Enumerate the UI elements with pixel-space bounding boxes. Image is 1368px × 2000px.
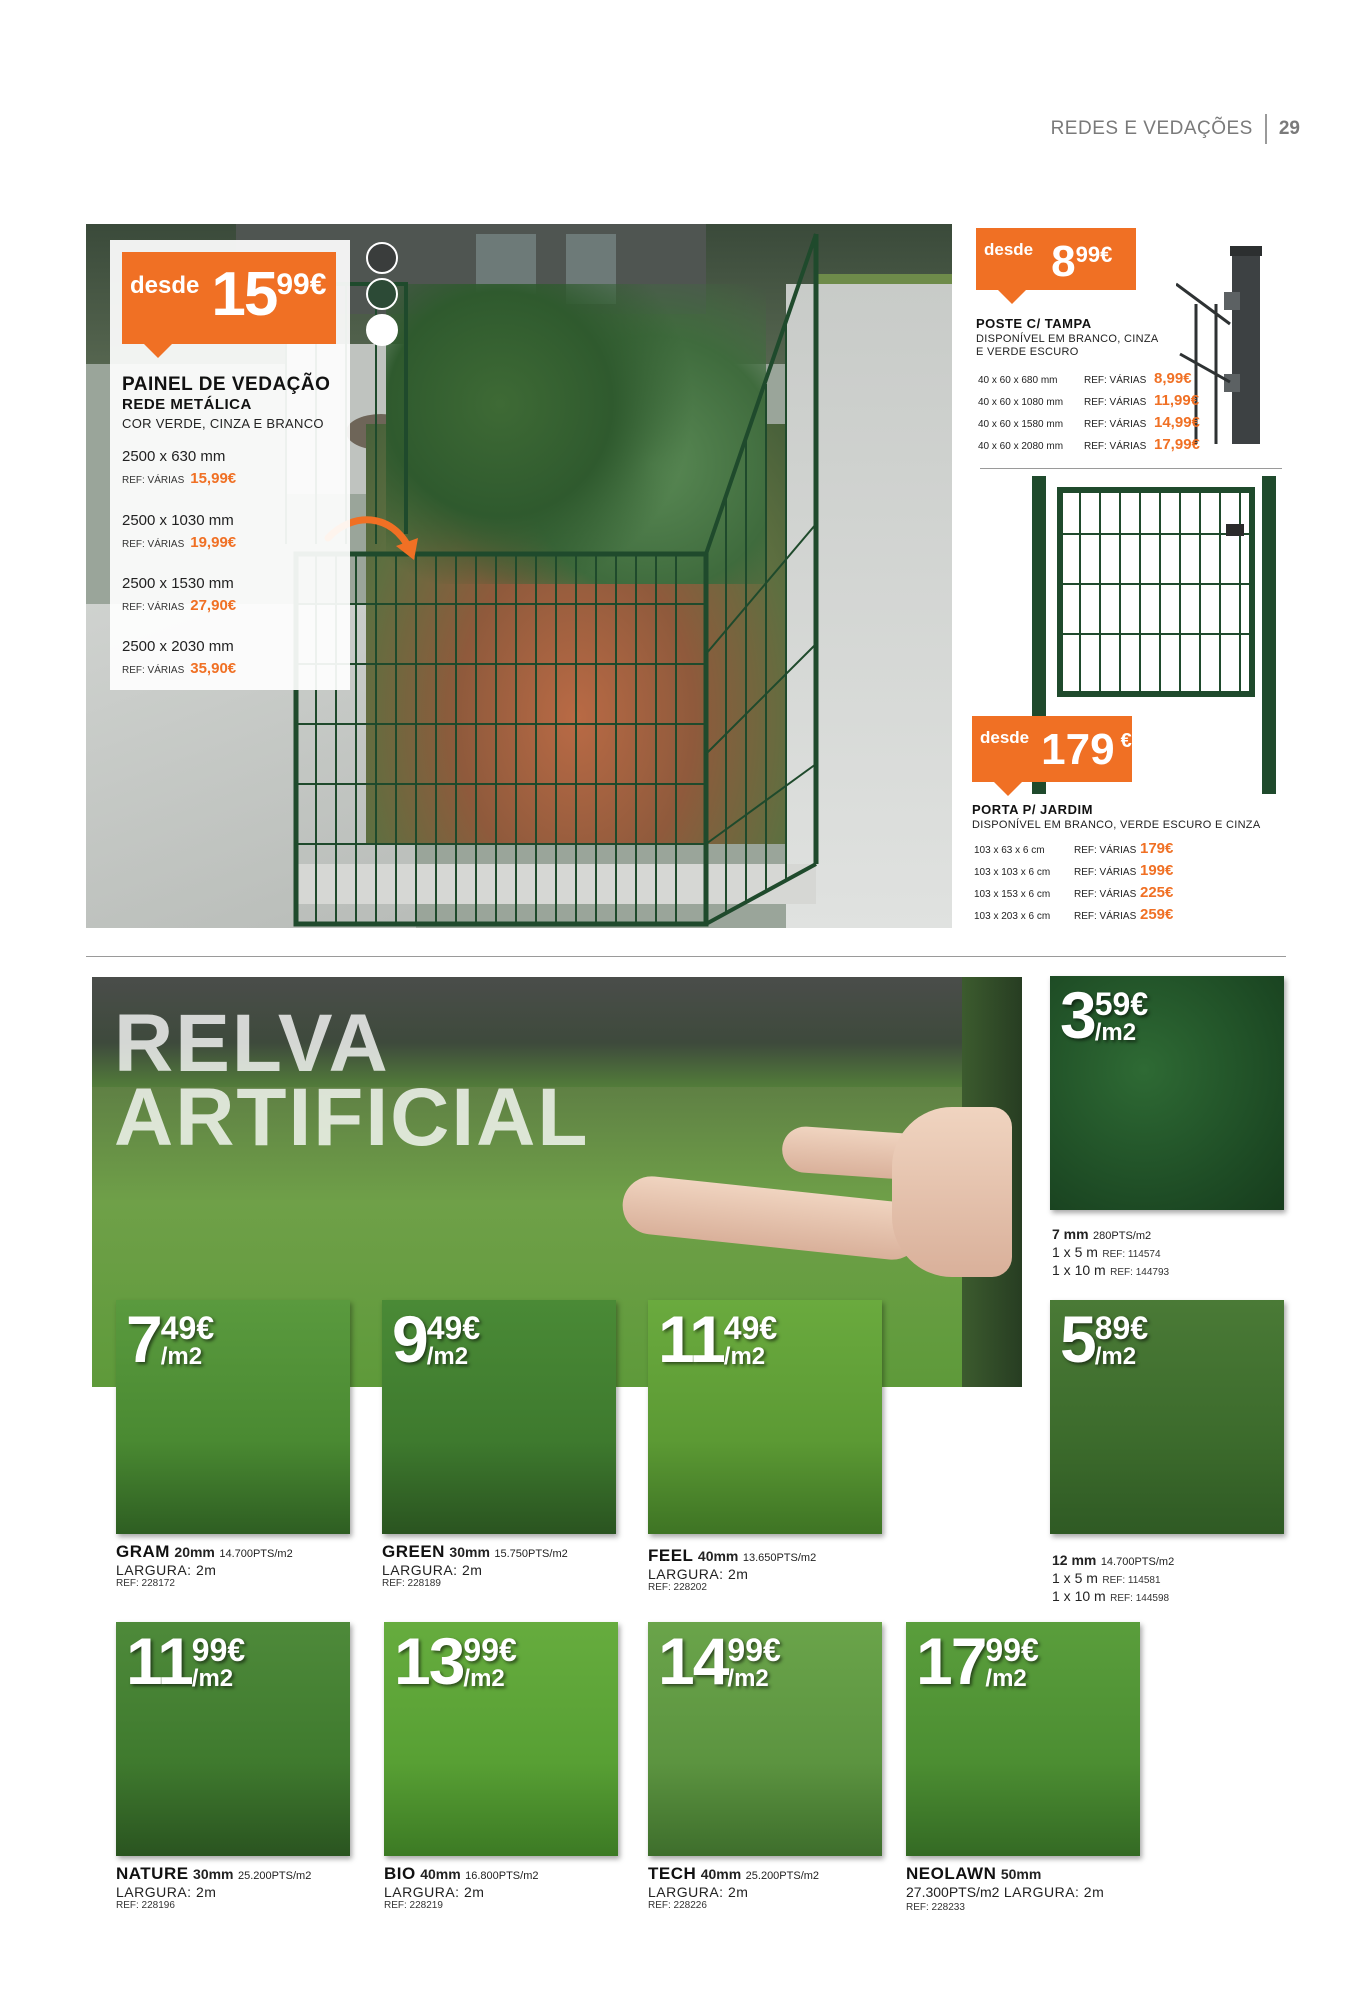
page-header [1051,114,1300,144]
grass-info-12mm: 12 mm 14.700PTS/m2 1 x 5 m REF: 114581 1 x 10 m REF: 144598 [1052,1552,1175,1604]
fence-ref-row: REF: VÁRIAS 27,90€ [122,597,237,614]
fence-panel-subtitle: REDE METÁLICA [122,396,252,413]
grass-info-bio: BIO 40mm 16.800PTS/m2 LARGURA: 2m REF: 228219 [384,1864,539,1911]
fence-size: 2500 x 1530 mm [122,575,234,592]
fence-price: 15,99€ [190,470,237,487]
grass-tile-neolawn [906,1622,1140,1856]
fence-size: 2500 x 630 mm [122,448,226,465]
fence-size: 2500 x 1030 mm [122,512,234,529]
grass-tile-green [382,1300,616,1534]
fence-price: 27,90€ [190,597,237,614]
section-title: REDES E VEDAÇÕES [1050,118,1253,139]
gate-price: 199€ [1140,862,1174,879]
gate-desc: DISPONÍVEL EM BRANCO, VERDE ESCURO E CINZA [972,819,1261,831]
gate-row: 103 x 103 x 6 cm REF: VÁRIAS 199€ [974,862,1174,879]
fence-ref-row: REF: VÁRIAS 19,99€ [122,534,237,551]
gate-price: 225€ [1140,884,1174,901]
post-price: 8,99€ [1154,370,1192,387]
grass-tile-12mm [1050,1300,1284,1534]
grass-price: 7 49€ /m2 [126,1302,215,1376]
post-price: 17,99€ [1154,436,1200,453]
post-price-badge: desde 8 99€ [976,228,1136,290]
grass-price: 14 99€ /m2 [658,1624,781,1698]
grass-tile-7mm [1050,976,1284,1210]
grass-tile-nature [116,1622,350,1856]
grass-tile-feel [648,1300,882,1534]
gate-row: 103 x 153 x 6 cm REF: VÁRIAS 225€ [974,884,1174,901]
post-row: 40 x 60 x 680 mm REF: VÁRIAS 8,99€ [978,370,1192,387]
page-number: 29 [1278,118,1300,139]
fence-panel-price-badge: desde 15 99€ [122,252,336,344]
section-divider [86,956,1286,957]
post-row: 40 x 60 x 1580 mm REF: VÁRIAS 14,99€ [978,414,1200,431]
post-price: 11,99€ [1154,392,1200,409]
fence-panel-title: PAINEL DE VEDAÇÃO [122,374,331,395]
grass-price: 11 49€ /m2 [658,1302,778,1376]
grass-info-neolawn: NEOLAWN 50mm 27.300PTS/m2 LARGURA: 2m REF: 228233 [906,1864,1105,1913]
fence-price: 35,90€ [190,660,237,677]
gate-title: PORTA P/ JARDIM [972,802,1093,817]
fence-ref-row: REF: VÁRIAS 35,90€ [122,660,237,677]
color-swatch-green[interactable] [366,278,398,310]
grass-tile-tech [648,1622,882,1856]
grass-price: 17 99€ /m2 [916,1624,1039,1698]
gate-row: 103 x 63 x 6 cm REF: VÁRIAS 179€ [974,840,1174,857]
grass-info-feel: FEEL 40mm 13.650PTS/m2 LARGURA: 2m REF: 228202 [648,1546,817,1593]
grass-price: 11 99€ /m2 [126,1624,246,1698]
gate-price-badge: desde 179 € [972,716,1132,782]
grass-tile-bio [384,1622,618,1856]
post-desc: E VERDE ESCURO [976,346,1079,358]
fence-size: 2500 x 2030 mm [122,638,234,655]
grass-price: 5 89€ /m2 [1060,1302,1149,1376]
grass-info-gram: GRAM 20mm 14.700PTS/m2 LARGURA: 2m REF: 228172 [116,1542,293,1589]
fence-price: 19,99€ [190,534,237,551]
grass-price: 9 49€ /m2 [392,1302,481,1376]
hand-illustration [620,1173,924,1262]
gate-price: 179€ [1140,840,1174,857]
grass-price: 13 99€ /m2 [394,1624,517,1698]
hero-title: RELVA ARTIFICIAL [114,998,590,1163]
grass-info-7mm: 7 mm 280PTS/m2 1 x 5 m REF: 114574 1 x 10 m REF: 144793 [1052,1226,1170,1278]
post-price: 14,99€ [1154,414,1200,431]
post-title: POSTE C/ TAMPA [976,316,1092,331]
grass-info-green: GREEN 30mm 15.750PTS/m2 LARGURA: 2m REF: 228189 [382,1542,568,1589]
grass-info-tech: TECH 40mm 25.200PTS/m2 LARGURA: 2m REF: 228226 [648,1864,820,1911]
post-row: 40 x 60 x 1080 mm REF: VÁRIAS 11,99€ [978,392,1200,409]
color-swatch-white[interactable] [366,314,398,346]
fence-ref-row: REF: VÁRIAS 15,99€ [122,470,237,487]
gate-row: 103 x 203 x 6 cm REF: VÁRIAS 259€ [974,906,1174,923]
color-swatch-grey[interactable] [366,242,398,274]
post-gate-divider [980,468,1282,469]
post-row: 40 x 60 x 2080 mm REF: VÁRIAS 17,99€ [978,436,1200,453]
grass-tile-gram [116,1300,350,1534]
post-desc: DISPONÍVEL EM BRANCO, CINZA [976,333,1159,345]
gate-price: 259€ [1140,906,1174,923]
grass-price: 3 59€ /m2 [1060,978,1149,1052]
fence-panel-colors: COR VERDE, CINZA E BRANCO [122,416,324,431]
grass-info-nature: NATURE 30mm 25.200PTS/m2 LARGURA: 2m REF: 228196 [116,1864,312,1911]
